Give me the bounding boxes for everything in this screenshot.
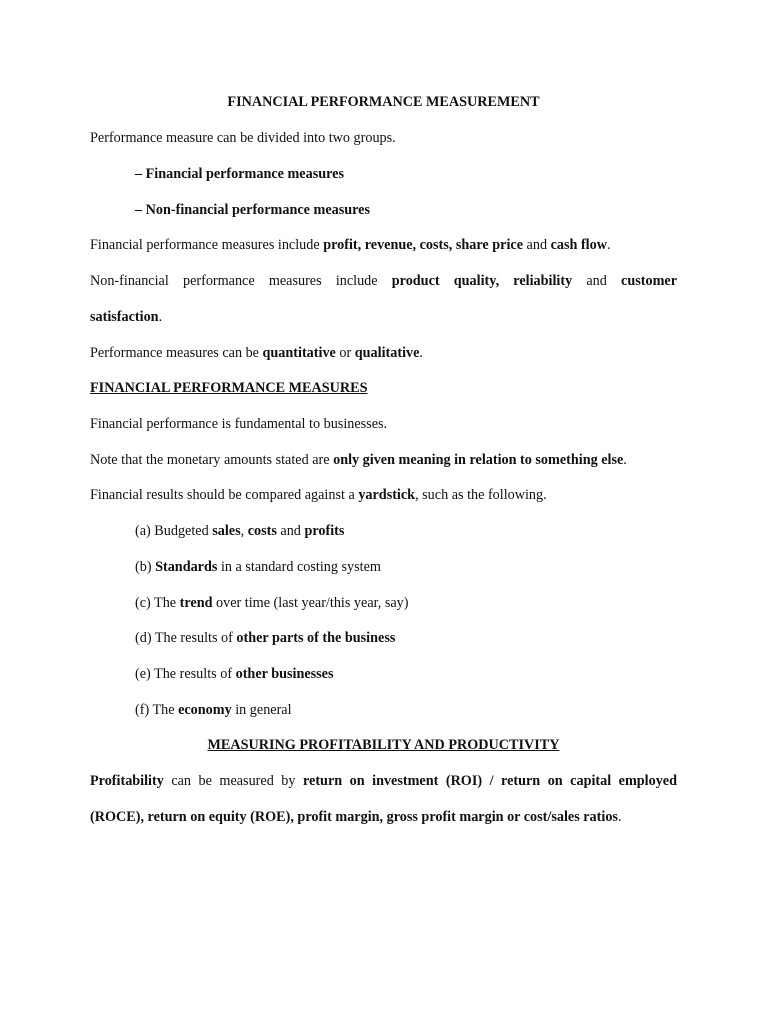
text-run: or: [335, 345, 355, 361]
text-run: ,: [240, 523, 248, 539]
text-run: , such as the following.: [415, 487, 547, 503]
text-run: (d) The results of: [135, 630, 237, 646]
section-heading-profitability: MEASURING PROFITABILITY AND PRODUCTIVITY: [207, 737, 560, 753]
bold-run: economy: [178, 702, 232, 718]
text-run: (e) The results of: [135, 666, 236, 682]
profitability-line-2: [90, 808, 677, 826]
text-run: over time (last year/this year, say): [212, 595, 409, 611]
text-run: (f) The: [135, 702, 179, 718]
bold-run: cash flow: [550, 237, 607, 253]
bold-run: product quality, reliability: [391, 273, 573, 289]
list-item-d: [135, 629, 677, 647]
bold-run: only given meaning in relation to something else: [333, 452, 624, 468]
measure-types-paragraph: [90, 344, 677, 362]
note-paragraph: [90, 451, 677, 469]
financial-measures-paragraph: [90, 236, 677, 254]
text-run: Note that the monetary amounts stated are: [90, 452, 334, 468]
fundamental-paragraph: Financial performance is fundamental to businesses.: [90, 416, 388, 432]
bold-run: return on investment (ROI) / return on capital employed: [303, 773, 677, 789]
document-title: FINANCIAL PERFORMANCE MEASUREMENT: [227, 94, 540, 110]
group-item-nonfinancial: – Non-financial performance measures: [135, 202, 370, 218]
section-heading-financial-measures: FINANCIAL PERFORMANCE MEASURES: [90, 380, 368, 396]
bold-run: profit, revenue, costs, share price: [323, 237, 523, 253]
list-item-b: [135, 558, 677, 576]
group-item-financial: – Financial performance measures: [135, 166, 344, 182]
bold-run: costs: [247, 523, 277, 539]
profitability-line-1: [90, 772, 677, 790]
text-run: in a standard costing system: [217, 559, 381, 575]
text-run: Financial results should be compared against a: [90, 487, 359, 503]
text-run: .: [606, 237, 611, 253]
text-run: Financial performance measures include: [90, 237, 324, 253]
list-item-c: [135, 594, 677, 612]
text-run: (a) Budgeted: [135, 523, 213, 539]
bold-run: qualitative: [354, 345, 420, 361]
bold-run: trend: [179, 595, 213, 611]
yardstick-paragraph: [90, 486, 677, 504]
text-run: in general: [231, 702, 292, 718]
text-run: and: [572, 273, 622, 289]
text-run: and: [523, 237, 551, 253]
text-run: and: [276, 523, 305, 539]
text-run: Performance measures can be: [90, 345, 263, 361]
list-item-f: [135, 701, 677, 719]
bold-run: sales: [212, 523, 241, 539]
text-run: (c) The: [135, 595, 180, 611]
intro-paragraph: Performance measure can be divided into two groups.: [90, 130, 396, 146]
nonfinancial-measures-line-2: [90, 308, 677, 326]
bold-run: yardstick: [358, 487, 416, 503]
bold-run: Standards: [155, 559, 218, 575]
bold-run: other businesses: [235, 666, 334, 682]
bold-run: profits: [304, 523, 345, 539]
bold-run: other parts of the business: [236, 630, 396, 646]
text-run: (b): [135, 559, 156, 575]
text-run: .: [419, 345, 423, 361]
bold-run: customer: [621, 273, 677, 289]
text-run: Non-financial performance measures include: [90, 273, 392, 289]
nonfinancial-measures-line-1: [90, 272, 677, 290]
text-run: can be measured by: [163, 773, 303, 789]
bold-run: quantitative: [262, 345, 336, 361]
bold-run: satisfaction: [90, 309, 159, 325]
list-item-a: [135, 522, 677, 540]
text-run: .: [158, 309, 163, 325]
bold-run: Profitability: [90, 773, 164, 789]
list-item-e: [135, 665, 677, 683]
text-run: .: [617, 809, 622, 825]
text-run: .: [623, 452, 627, 468]
bold-run: (ROCE), return on equity (ROE), profit margin, gross profit margin or cost/sales ratios: [90, 809, 618, 825]
